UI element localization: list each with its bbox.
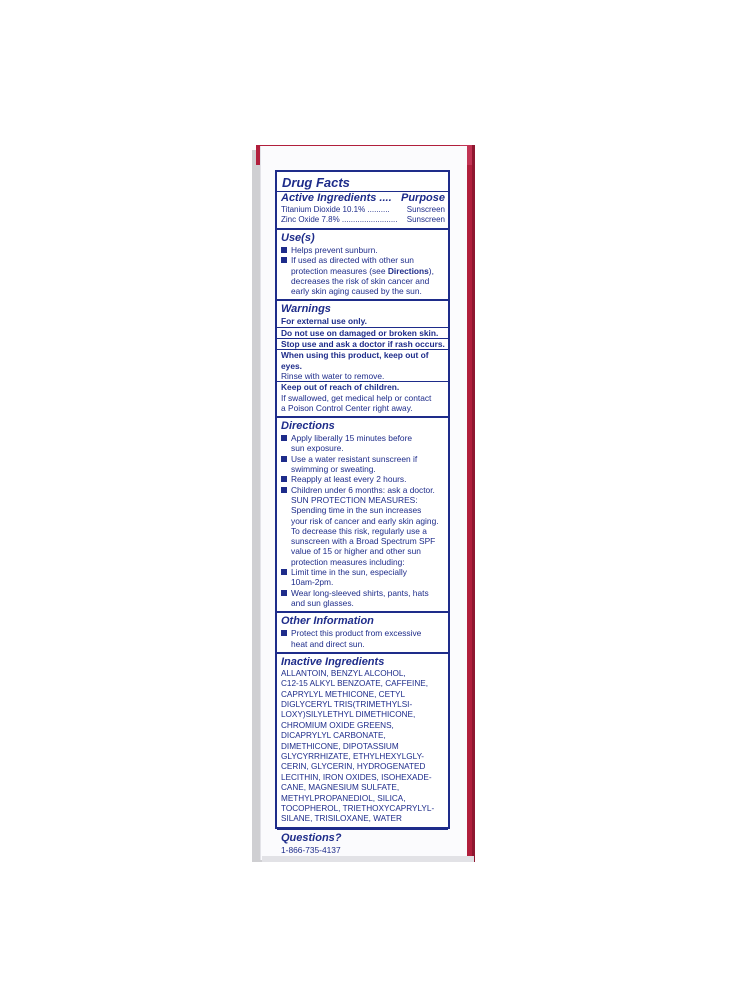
- warning-line: Stop use and ask a doctor if rash occurs.: [277, 339, 448, 350]
- inactive-line: DIGLYCERYL TRIS(TRIMETHYLSI-: [281, 700, 413, 710]
- active-ingredients-section: [277, 172, 448, 230]
- active-ingredient-row: [281, 205, 445, 215]
- directions-section: [277, 418, 448, 613]
- bullet-square-icon: [281, 247, 287, 253]
- bullet-square-icon: [281, 590, 287, 596]
- ingredient-purpose: Sunscreen: [406, 215, 445, 224]
- other-information-heading: Other Information: [281, 615, 374, 628]
- inactive-line: CERIN, GLYCERIN, HYDROGENATED: [281, 762, 426, 772]
- other-information-item: [281, 628, 445, 649]
- warning-line: a Poison Control Center right away.: [281, 402, 413, 413]
- questions-section: [277, 830, 448, 858]
- uses-item: [281, 245, 445, 255]
- sun-protection-line: sunscreen with a Broad Spectrum SPF: [291, 536, 436, 547]
- drug-facts-panel: [275, 170, 450, 855]
- inactive-line: LECITHIN, IRON OXIDES, ISOHEXADE-: [281, 772, 432, 782]
- purpose-heading: Purpose: [400, 192, 445, 204]
- uses-item-text: ),: [428, 265, 434, 276]
- uses-item: [281, 255, 445, 296]
- other-information-section: [277, 613, 448, 654]
- directions-item-line: Apply liberally 15 minutes before: [291, 433, 413, 444]
- inactive-line: METHYLPROPANEDIOL, SILICA,: [281, 793, 406, 803]
- warning-line: For external use only.: [277, 316, 448, 327]
- directions-item-line: and sun glasses.: [291, 597, 354, 608]
- inactive-line: ALLANTOIN, BENZYL ALCOHOL,: [281, 668, 406, 678]
- inactive-ingredients-heading: Inactive Ingredients: [281, 655, 385, 668]
- uses-item-text: protection measures (see: [291, 265, 388, 276]
- directions-item-line: swimming or sweating.: [291, 464, 376, 475]
- inactive-line: CANE, MAGNESIUM SULFATE,: [281, 783, 400, 793]
- directions-item-line: sun exposure.: [291, 443, 344, 454]
- ingredient-name: Zinc Oxide 7.8% .........................: [281, 215, 398, 224]
- bullet-square-icon: [281, 257, 287, 263]
- active-ingredients-heading: Active Ingredients ....: [281, 192, 392, 204]
- sun-protection-line: protection measures including:: [291, 556, 405, 567]
- inactive-line: SILANE, TRISILOXANE, WATER: [281, 814, 402, 824]
- active-ingredients-header: [281, 192, 445, 205]
- directions-item-line: Limit time in the sun, especially: [291, 567, 407, 578]
- bullet-square-icon: [281, 487, 287, 493]
- uses-item-line: early skin aging caused by the sun.: [291, 286, 422, 297]
- inactive-line: DICAPRYLYL CARBONATE,: [281, 731, 386, 741]
- directions-item-line: Use a water resistant sunscreen if: [291, 453, 418, 464]
- directions-item: [281, 567, 445, 588]
- warning-line: When using this product, keep out of eyes.: [281, 350, 429, 371]
- sun-protection-line: To decrease this risk, regularly use a: [291, 525, 427, 536]
- inactive-line: CHROMIUM OXIDE GREENS,: [281, 720, 394, 730]
- uses-item-line: If used as directed with other sun: [291, 255, 414, 266]
- warnings-heading: Warnings: [281, 303, 331, 316]
- sun-protection-line: Spending time in the sun increases: [291, 505, 422, 516]
- warning-line: Rinse with water to remove.: [277, 371, 448, 382]
- uses-item-line: decreases the risk of skin cancer and: [291, 275, 430, 286]
- inactive-line: LOXY)SILYLETHYL DIMETHICONE,: [281, 710, 416, 720]
- inactive-line: TOCOPHEROL, TRIETHOXYCAPRYLYL-: [281, 804, 435, 814]
- inactive-line: CAPRYLYL METHICONE, CETYL: [281, 689, 406, 699]
- directions-heading: Directions: [281, 420, 335, 433]
- inactive-line: DIMETHICONE, DIPOTASSIUM: [281, 741, 399, 751]
- uses-section: [277, 230, 448, 301]
- active-ingredient-row: [281, 215, 445, 225]
- inactive-line: C12-15 ALKYL BENZOATE, CAFFEINE,: [281, 679, 428, 689]
- box-right-edge: [472, 145, 475, 862]
- questions-heading: Questions?: [281, 831, 342, 844]
- inactive-line: GLYCYRRHIZATE, ETHYLHEXYLGLY-: [281, 752, 425, 762]
- bullet-square-icon: [281, 476, 287, 482]
- inactive-ingredients-section: [277, 654, 448, 830]
- uses-heading: Use(s): [281, 232, 315, 244]
- directions-item: [281, 454, 445, 475]
- directions-item-line: 10am-2pm.: [291, 577, 334, 588]
- sun-protection-line: value of 15 or higher and other sun: [291, 546, 421, 557]
- warning-line: Keep out of reach of children.: [281, 382, 400, 393]
- warnings-section: [277, 301, 448, 418]
- directions-item-line: Children under 6 months: ask a doctor.: [291, 484, 435, 495]
- bullet-square-icon: [281, 456, 287, 462]
- bullet-square-icon: [281, 435, 287, 441]
- ingredient-name: Titanium Dioxide 10.1% ..........: [281, 205, 390, 214]
- uses-item-text: Helps prevent sunburn.: [291, 245, 378, 255]
- directions-item-line: Reapply at least every 2 hours.: [291, 474, 407, 485]
- directions-item: [281, 588, 445, 609]
- directions-item: [281, 433, 445, 454]
- directions-item: [281, 474, 445, 484]
- sun-protection-heading: SUN PROTECTION MEASURES:: [291, 494, 418, 505]
- sun-protection-line: your risk of cancer and early skin aging.: [291, 515, 439, 526]
- drug-facts-title: Drug Facts: [282, 175, 350, 190]
- other-information-line: heat and direct sun.: [291, 638, 365, 649]
- bullet-square-icon: [281, 630, 287, 636]
- warning-line: If swallowed, get medical help or contact: [281, 392, 432, 403]
- directions-item-line: Wear long-sleeved shirts, pants, hats: [291, 587, 429, 598]
- ingredient-purpose: Sunscreen: [406, 205, 445, 214]
- bullet-square-icon: [281, 569, 287, 575]
- uses-item-line-with-link: [291, 266, 445, 276]
- directions-reference: Directions: [387, 265, 429, 276]
- directions-item: [281, 485, 445, 567]
- other-information-line: Protect this product from excessive: [291, 628, 422, 639]
- warning-line: Do not use on damaged or broken skin.: [277, 328, 448, 339]
- questions-phone: 1-866-735-4137: [281, 844, 341, 855]
- inactive-ingredients-list: [281, 669, 445, 825]
